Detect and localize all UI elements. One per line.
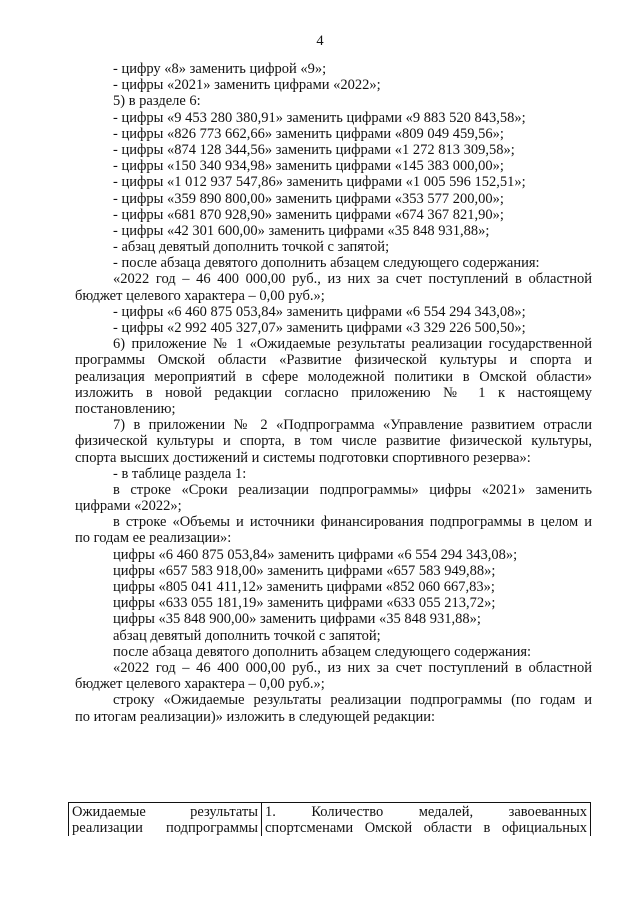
text-line: строку «Ожидаемые результаты реализации подпрограммы (по годам и bbox=[113, 692, 592, 709]
text-line: - цифры «9 453 280 380,91» заменить цифрами «9 883 520 843,58»; bbox=[113, 109, 526, 126]
text-line: - цифры «826 773 662,66» заменить цифрами «809 049 459,56»; bbox=[113, 125, 504, 142]
text-line: 6) приложение № 1 «Ожидаемые результаты реализации государственной bbox=[113, 336, 592, 353]
results-table bbox=[68, 802, 591, 836]
text-line: цифры «6 460 875 053,84» заменить цифрами «6 554 294 343,08»; bbox=[113, 546, 518, 563]
document-body bbox=[75, 61, 592, 725]
text-line: в строке «Объемы и источники финансирования подпрограммы в целом и bbox=[113, 514, 592, 531]
text-line: - цифры «874 128 344,56» заменить цифрами «1 272 813 309,58»; bbox=[113, 141, 515, 158]
text-line: - абзац девятый дополнить точкой с запятой; bbox=[113, 239, 390, 256]
text-line: «2022 год – 46 400 000,00 руб., из них за счет поступлений в областной bbox=[113, 659, 592, 676]
text-line: спорта высших достижений и системы подготовки спортивного резерва»: bbox=[75, 449, 531, 466]
text-line: 7) в приложении № 2 «Подпрограмма «Управление развитием отрасли bbox=[113, 417, 592, 434]
text-line: - после абзаца девятого дополнить абзацем следующего содержания: bbox=[113, 255, 540, 272]
table-cell-line: спортсменами Омской области в официальных bbox=[265, 820, 587, 837]
table-cell-line: 1. Количество медалей, завоеванных bbox=[265, 804, 587, 820]
text-line: - цифры «681 870 928,90» заменить цифрами «674 367 821,90»; bbox=[113, 206, 504, 223]
text-line: реализация мероприятий в сфере молодежной политики в Омской области» bbox=[75, 368, 592, 385]
text-line: в строке «Сроки реализации подпрограммы» цифры «2021» заменить bbox=[113, 481, 592, 498]
text-line: физической культуры и спорта, в том числе развитие физической культуры, bbox=[75, 433, 592, 450]
table-cell-line: Ожидаемые результаты bbox=[72, 804, 258, 820]
text-line: бюджет целевого характера – 0,00 руб.»; bbox=[75, 676, 325, 693]
text-line: - цифры «150 340 934,98» заменить цифрами «145 383 000,00»; bbox=[113, 158, 504, 175]
text-line: после абзаца девятого дополнить абзацем следующего содержания: bbox=[113, 643, 532, 660]
page-number: 4 bbox=[316, 33, 324, 49]
text-line: - цифры «2 992 405 327,07» заменить цифрами «3 329 226 500,50»; bbox=[113, 320, 526, 336]
text-line: цифры «35 848 900,00» заменить цифрами «35 848 931,88»; bbox=[113, 611, 481, 628]
table-cell-value bbox=[262, 803, 591, 837]
table-cell-line: реализации подпрограммы bbox=[72, 820, 258, 837]
text-line: «2022 год – 46 400 000,00 руб., из них за счет поступлений в областной bbox=[113, 271, 592, 288]
text-line: цифры «805 041 411,12» заменить цифрами «852 060 667,83»; bbox=[113, 579, 495, 595]
text-line: - цифры «2021» заменить цифрами «2022»; bbox=[113, 77, 381, 94]
text-line: изложить в новой редакции согласно приложению № 1 к настоящему bbox=[75, 384, 592, 401]
text-line: постановлению; bbox=[75, 400, 176, 417]
text-line: по итогам реализации)» изложить в следующей редакции: bbox=[75, 708, 436, 725]
text-line: - цифры «359 890 800,00» заменить цифрами «353 577 200,00»; bbox=[113, 190, 504, 207]
text-line: цифры «657 583 918,00» заменить цифрами «657 583 949,88»; bbox=[113, 562, 496, 579]
text-line: 5) в разделе 6: bbox=[113, 93, 201, 110]
text-line: - цифры «6 460 875 053,84» заменить цифрами «6 554 294 343,08»; bbox=[113, 303, 526, 320]
text-line: - цифры «1 012 937 547,86» заменить цифрами «1 005 596 152,51»; bbox=[113, 174, 526, 191]
text-line: цифрами «2022»; bbox=[75, 498, 182, 515]
text-line: бюджет целевого характера – 0,00 руб.»; bbox=[75, 287, 325, 304]
text-line: - цифру «8» заменить цифрой «9»; bbox=[113, 61, 327, 77]
text-line: - в таблице раздела 1: bbox=[113, 465, 247, 482]
table-cell-label bbox=[69, 803, 262, 837]
text-line: по годам ее реализации»: bbox=[75, 530, 232, 547]
text-line: цифры «633 055 181,19» заменить цифрами «633 055 213,72»; bbox=[113, 595, 496, 612]
text-line: абзац девятый дополнить точкой с запятой; bbox=[113, 627, 381, 644]
text-line: программы Омской области «Развитие физической культуры и спорта и bbox=[75, 352, 592, 369]
table-row bbox=[69, 803, 591, 837]
text-line: - цифры «42 301 600,00» заменить цифрами «35 848 931,88»; bbox=[113, 222, 490, 239]
